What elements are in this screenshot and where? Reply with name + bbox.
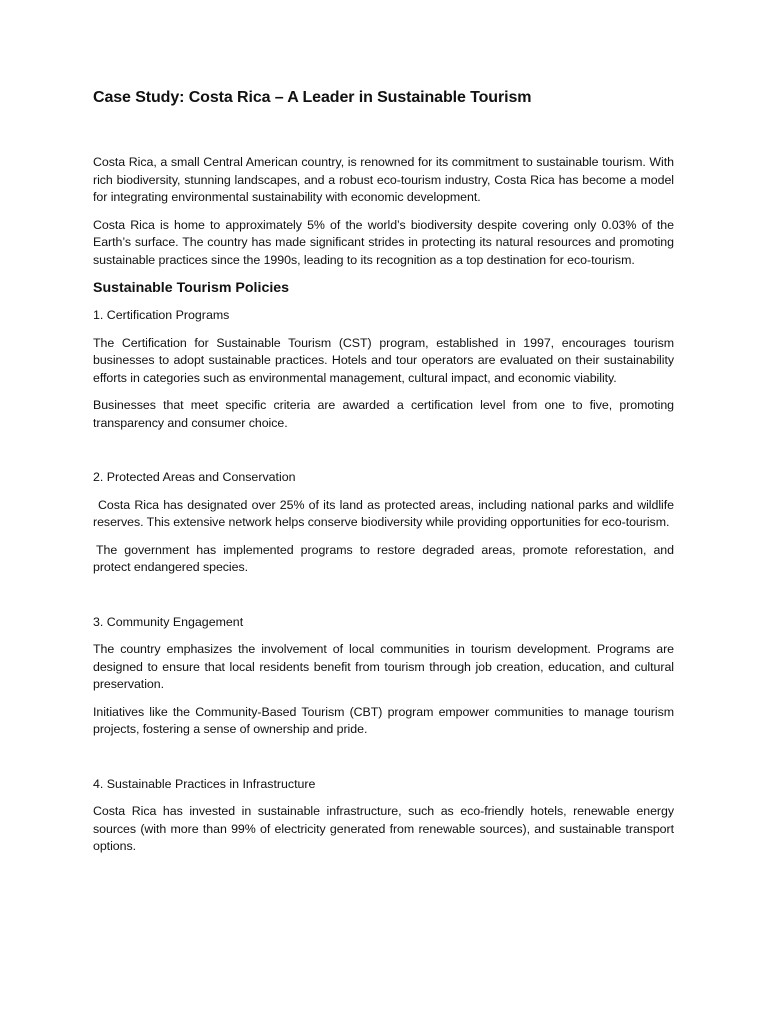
intro-paragraph-2: Costa Rica is home to approximately 5% of the world’s biodiversity despite covering only 0.03% of the Earth’s surface. The country has made significant strides in protecting its natural resources and promoting sustainable practices since the 1990s, leading to its recognition as a top destination for eco-tourism.	[93, 217, 674, 267]
section-heading: 3. Community Engagement	[93, 614, 244, 629]
section-paragraph: Businesses that meet specific criteria are awarded a certification level from one to five, promoting transparency and consumer choice.	[93, 398, 674, 430]
section-heading: 2. Protected Areas and Conservation	[93, 470, 296, 484]
policies-heading: Sustainable Tourism Policies	[93, 280, 290, 296]
section-sustainable-infrastructure	[93, 776, 674, 856]
section-paragraph: Costa Rica has invested in sustainable infrastructure, such as eco-friendly hotels, renewable energy sources (with more than 99% of electricity generated from renewable sources), and sustainable transport options.	[93, 804, 674, 853]
section-heading: 1. Certification Programs	[93, 308, 230, 322]
section-paragraph: The country emphasizes the involvement of local communities in tourism development. Programs are designed to ensure that local residents benefit from tourism through job creation, education, and cultural preservation.	[93, 642, 674, 691]
section-heading: 4. Sustainable Practices in Infrastructure	[93, 776, 316, 791]
intro-paragraph-1: Costa Rica, a small Central American country, is renowned for its commitment to sustainable tourism. With rich biodiversity, stunning landscapes, and a robust eco-tourism industry, Costa Rica has become a model for integrating environmental sustainability with economic development.	[93, 155, 674, 204]
blank-line	[93, 442, 674, 469]
document-body	[93, 88, 674, 866]
section-certification-programs	[93, 307, 674, 432]
section-protected-areas	[93, 469, 674, 577]
section-community-engagement	[93, 614, 674, 739]
section-paragraph: The Certification for Sustainable Tourism (CST) program, established in 1997, encourages tourism businesses to adopt sustainable practices. Hotels and tour operators are evaluated on their sustainability efforts in categories such as environmental management, cultural impact, and economic viability.	[93, 335, 674, 385]
section-paragraph: Initiatives like the Community-Based Tourism (CBT) program empower communities to manage tourism projects, fostering a sense of ownership and pride.	[93, 704, 674, 736]
blank-line	[93, 587, 674, 614]
section-paragraph: The government has implemented programs to restore degraded areas, promote reforestation, and protect endangered species.	[93, 542, 674, 574]
document-title: Case Study: Costa Rica – A Leader in Sustainable Tourism	[93, 89, 532, 106]
blank-line	[93, 749, 674, 776]
section-paragraph: Costa Rica has designated over 25% of its land as protected areas, including national parks and wildlife reserves. This extensive network helps conserve biodiversity while providing opportunities for eco-tourism.	[93, 497, 674, 529]
